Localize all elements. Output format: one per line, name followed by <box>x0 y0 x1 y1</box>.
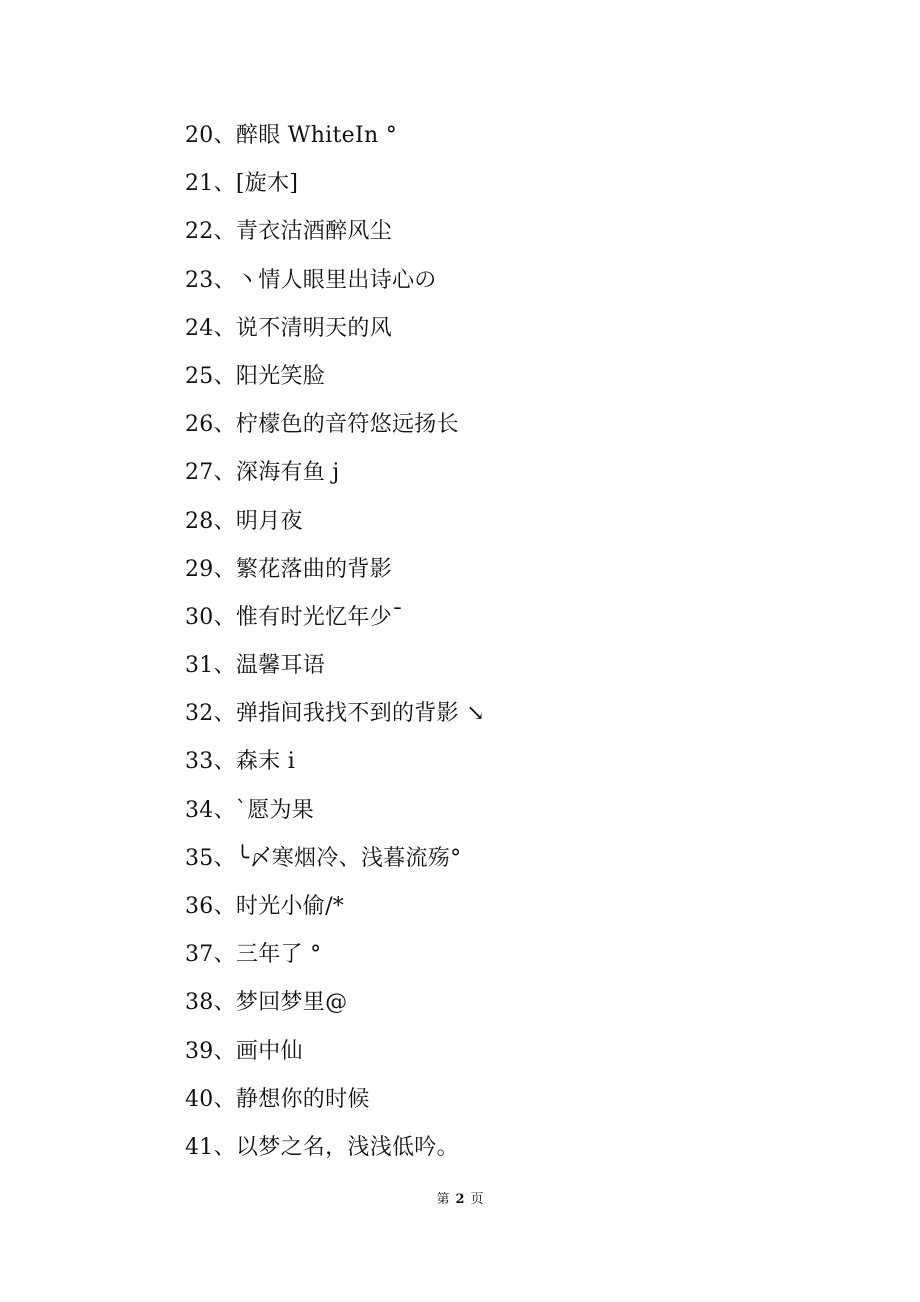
list-item: 22、青衣沽酒醉风尘 <box>185 219 392 245</box>
list-item: 35、╰〆寒烟冷、浅暮流殇° <box>185 845 462 871</box>
page-prefix: 第 <box>436 1192 450 1207</box>
list-item: 24、说不清明天的风 <box>185 315 392 341</box>
list-item: 21、[旋木] <box>185 171 299 197</box>
list-item: 30、惟有时光忆年少¯ <box>185 604 404 630</box>
list-item: 37、三年了 ° <box>185 942 322 968</box>
page-number: 2 <box>455 1192 465 1207</box>
list-item: 31、温馨耳语 <box>185 653 326 679</box>
list-item: 23、丶情人眼里出诗心の <box>185 267 437 293</box>
list-item: 20、醉眼 WhiteIn ° <box>185 123 398 148</box>
list-item: 34、`愿为果 <box>185 797 315 823</box>
list-item: 25、阳光笑脸 <box>185 363 326 389</box>
page-footer <box>0 1190 920 1210</box>
page-suffix: 页 <box>470 1192 484 1207</box>
list-item: 32、弹指间我找不到的背影 ↘ <box>185 701 485 727</box>
list-item: 38、梦回梦里@ <box>185 990 348 1016</box>
list-item: 36、时光小偷/* <box>185 894 345 919</box>
list-item: 41、以梦之名，浅浅低吟。 <box>185 1134 459 1160</box>
list-item: 33、森末 i <box>185 749 296 775</box>
name-list <box>185 116 485 1176</box>
list-item: 28、明月夜 <box>185 508 303 534</box>
list-item: 26、柠檬色的音符悠远扬长 <box>185 412 459 438</box>
list-item: 29、繁花落曲的背影 <box>185 556 392 582</box>
list-item: 27、深海有鱼 j <box>185 460 340 486</box>
list-item: 39、画中仙 <box>185 1038 303 1064</box>
list-item: 40、静想你的时候 <box>185 1086 370 1112</box>
